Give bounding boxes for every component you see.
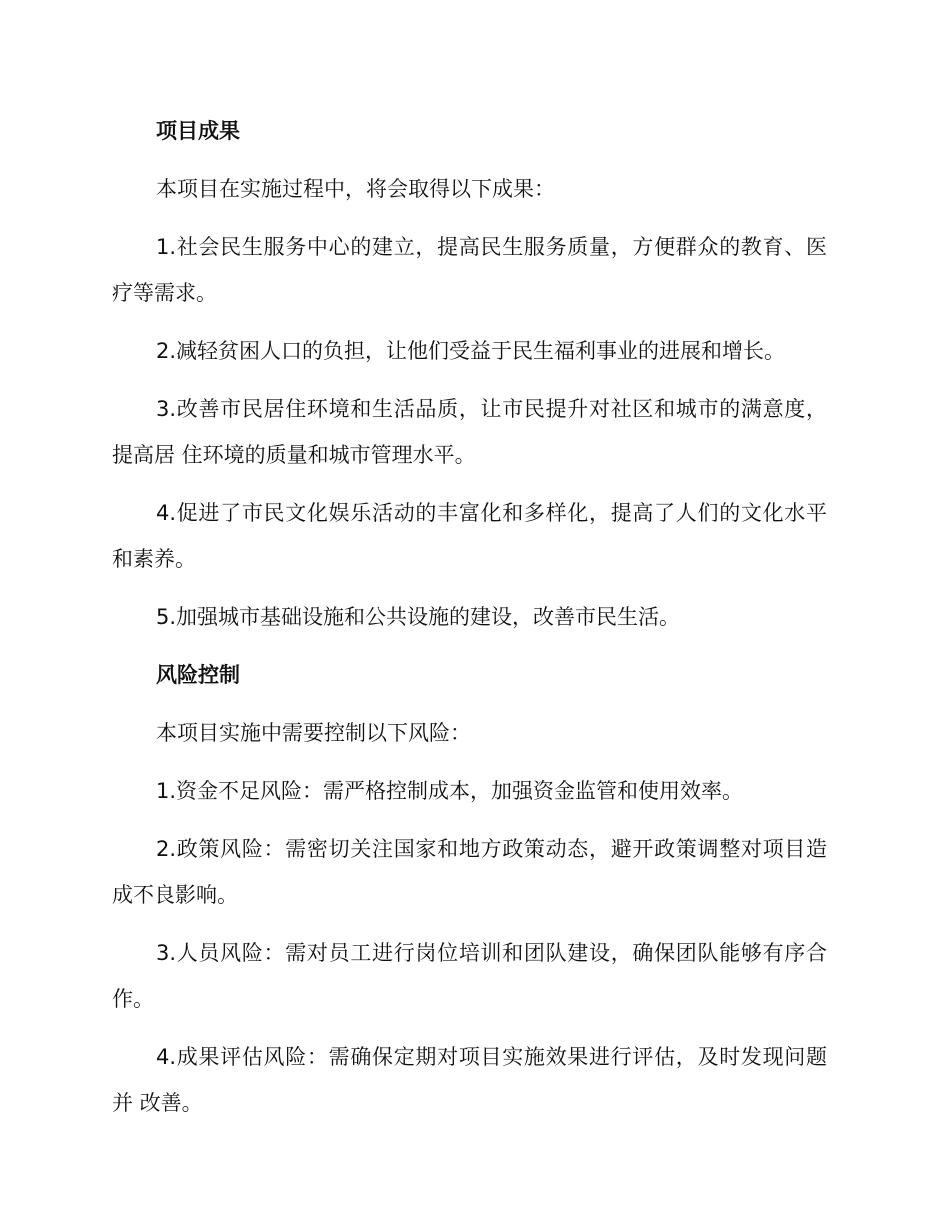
results-item-3: 3.改善市民居住环境和生活品质，让市民提升对社区和城市的满意度，提高居 住环境的质量和城市管理水平。 bbox=[112, 397, 827, 467]
risk-intro: 本项目实施中需要控制以下风险： bbox=[156, 721, 471, 745]
section-heading-risk: 风险控制 bbox=[156, 663, 240, 687]
risk-item-3: 3.人员风险：需对员工进行岗位培训和团队建设，确保团队能够有序合作。 bbox=[112, 941, 827, 1011]
results-item-1: 1.社会民生服务中心的建立，提高民生服务质量，方便群众的教育、医疗等需求。 bbox=[112, 235, 827, 305]
risk-item-2: 2.政策风险：需密切关注国家和地方政策动态，避开政策调整对项目造成不良影响。 bbox=[112, 837, 827, 907]
results-item-5: 5.加强城市基础设施和公共设施的建设，改善市民生活。 bbox=[156, 605, 681, 629]
risk-item-1: 1.资金不足风险：需严格控制成本，加强资金监管和使用效率。 bbox=[156, 779, 744, 803]
results-item-2: 2.减轻贫困人口的负担，让他们受益于民生福利事业的进展和增长。 bbox=[156, 339, 786, 363]
document-body bbox=[112, 108, 827, 1138]
results-item-4: 4.促进了市民文化娱乐活动的丰富化和多样化，提高了人们的文化水平和素养。 bbox=[112, 501, 827, 571]
risk-item-4: 4.成果评估风险：需确保定期对项目实施效果进行评估，及时发现问题并 改善。 bbox=[112, 1045, 827, 1115]
section-heading-results: 项目成果 bbox=[156, 119, 240, 143]
results-intro: 本项目在实施过程中，将会取得以下成果： bbox=[156, 177, 555, 201]
